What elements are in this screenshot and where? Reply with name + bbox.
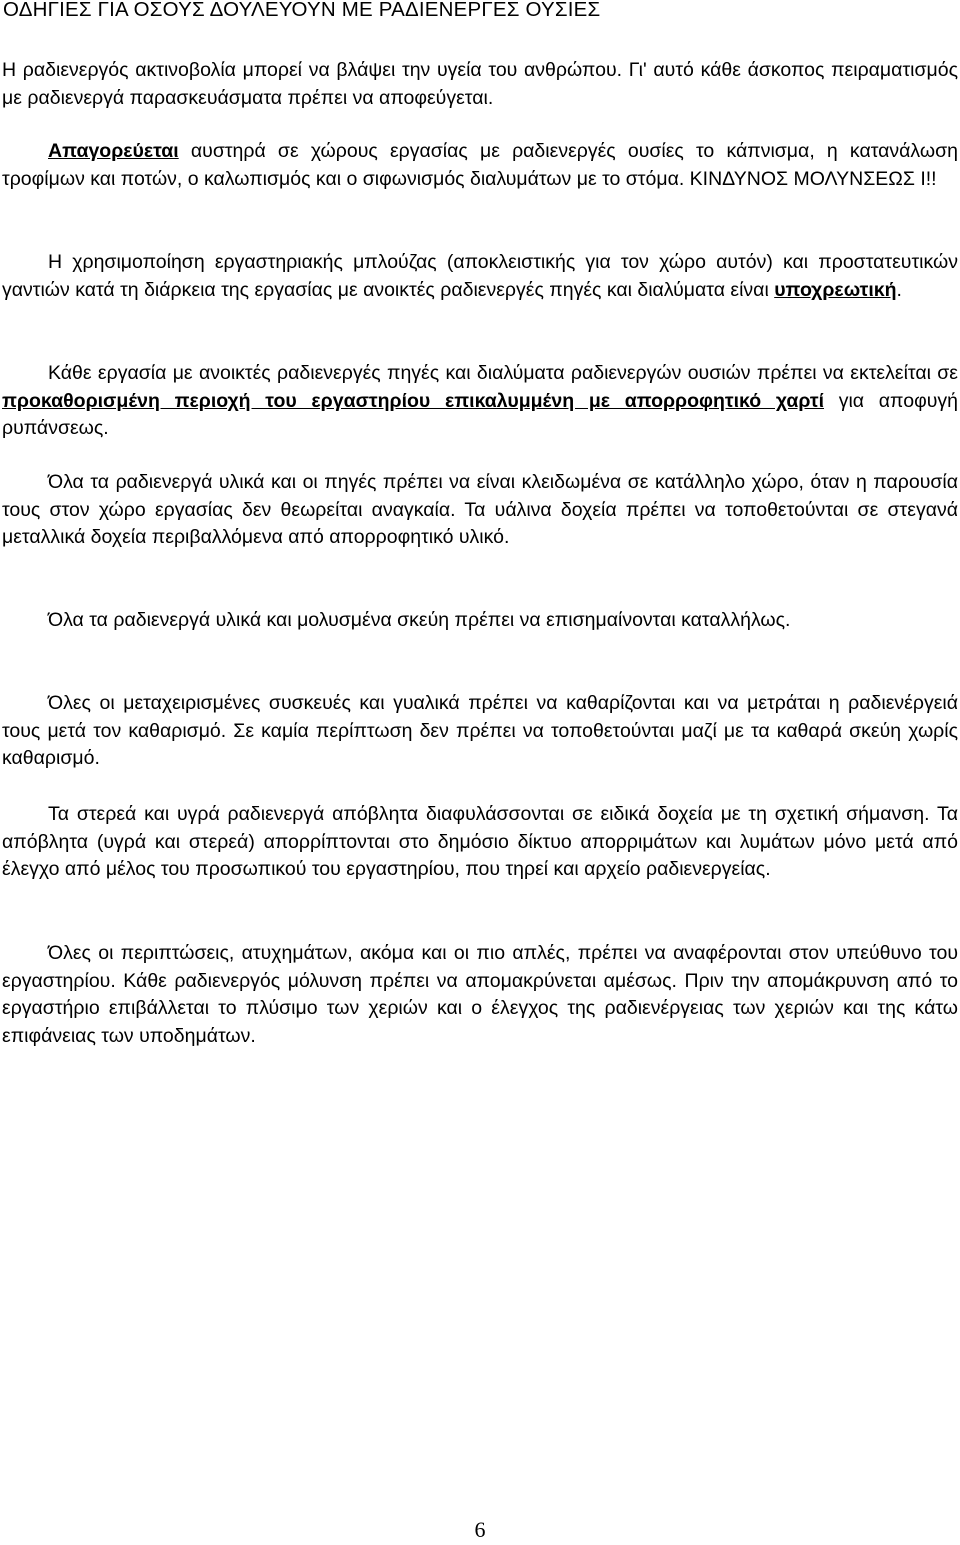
- paragraph-cleaning: [2, 690, 958, 773]
- page-number: 6: [474, 1517, 486, 1542]
- paragraph-text-end: .: [896, 278, 902, 301]
- paragraph-prohibitions: [2, 138, 958, 193]
- paragraph-waste-disposal: [2, 801, 958, 884]
- paragraph-text: Η χρησιμοποίηση εργαστηριακής μπλούζας (αποκλειστικής για τον χώρο αυτόν) και προστατευτικών γαντιών κατά τη διάρκεια της εργασίας με ανοικτές ραδιενεργές πηγές και διαλύματα είναι: [2, 251, 958, 301]
- paragraph-text: Όλες οι μεταχειρισμένες συσκευές και γυαλικά πρέπει να καθαρίζονται και να μετράται η ραδιενέργειά τους μετά τον καθαρισμό. Σε καμία περίπτωση δεν πρέπει να τοποθετούνται μαζί με τα καθαρά σκεύη χωρίς καθαρισμό.: [2, 692, 958, 769]
- paragraph-text: Η ραδιενεργός ακτινοβολία μπορεί να βλάψει την υγεία του ανθρώπου. Γι' αυτό κάθε άσκοπος πειραματισμός με ραδιενεργά παρασκευάσματα πρέπει να αποφεύγεται.: [2, 59, 958, 109]
- document-title: ΟΔΗΓΙΕΣ ΓΙΑ ΟΣΟΥΣ ΔΟΥΛΕΥΟΥΝ ΜΕ ΡΑΔΙΕΝΕΡΓΕΣ ΟΥΣΙΕΣ: [3, 0, 601, 21]
- paragraph-text: Όλες οι περιπτώσεις, ατυχημάτων, ακόμα και οι πιο απλές, πρέπει να αναφέρονται στον υπεύθυνο του εργαστηρίου. Κάθε ραδιενεργός μόλυνση πρέπει να απομακρύνεται αμέσως. Πριν την απομάκρυνση από το εργαστήριο επιβάλλεται το πλύσιμο των χεριών και ο έλεγχος της ραδιενέργειας των χεριών και της κάτω επιφάνειας των υποδημάτων.: [2, 942, 958, 1047]
- paragraph-text: αυστηρά σε χώρους εργασίας με ραδιενεργές ουσίες το κάπνισμα, η κατανάλωση τροφίμων και ποτών, ο καλωπισμός και ο σιφωνισμός διαλυμάτων με το στόμα. ΚΙΝΔΥΝΟΣ ΜΟΛΥΝΣΕΩΣ Ι!!: [2, 140, 958, 190]
- paragraph-labeling: [2, 607, 958, 635]
- paragraph-text: Όλα τα ραδιενεργά υλικά και οι πηγές πρέπει να είναι κλειδωμένα σε κατάλληλο χώρο, όταν η παρουσία τους στον χώρο εργασίας δεν θεωρείται αναγκαία. Τα υάλινα δοχεία πρέπει να τοποθετούνται σε στεγανά μεταλλικά δοχεία περιβαλλόμενα από απορροφητικό υλικό.: [2, 471, 958, 548]
- paragraph-text: Τα στερεά και υγρά ραδιενεργά απόβλητα διαφυλάσσονται σε ειδικά δοχεία με τη σχετική σήμανση. Τα απόβλητα (υγρά και στερεά) απορρίπτονται στο δημόσιο δίκτυο απορριμάτων και λυμάτων μόνο μετά από έλεγχο από μέλος του προσωπικού του εργαστηρίου, που τηρεί και αρχείο ραδιενεργείας.: [2, 803, 958, 880]
- paragraph-radiation-harm: [2, 57, 958, 112]
- paragraph-text-end: για αποφυγή ρυπάνσεως.: [2, 389, 958, 439]
- prohibited-emphasis: Απαγορεύεται: [48, 140, 179, 162]
- designated-area-emphasis: προκαθορισμένη περιοχή του εργαστηρίου επικαλυμμένη με απορροφητικό χαρτί: [2, 389, 825, 412]
- mandatory-emphasis: υποχρεωτική: [774, 278, 897, 301]
- paragraph-protective-clothing: [2, 249, 958, 304]
- paragraph-storage: [2, 469, 958, 552]
- paragraph-text: Όλα τα ραδιενεργά υλικά και μολυσμένα σκεύη πρέπει να επισημαίνονται καταλλήλως.: [48, 609, 791, 631]
- paragraph-accidents: [2, 940, 958, 1050]
- paragraph-text: Κάθε εργασία με ανοικτές ραδιενεργές πηγές και διαλύματα ραδιενεργών ουσιών πρέπει να εκτελείται σε: [48, 362, 958, 384]
- paragraph-designated-area: [2, 360, 958, 443]
